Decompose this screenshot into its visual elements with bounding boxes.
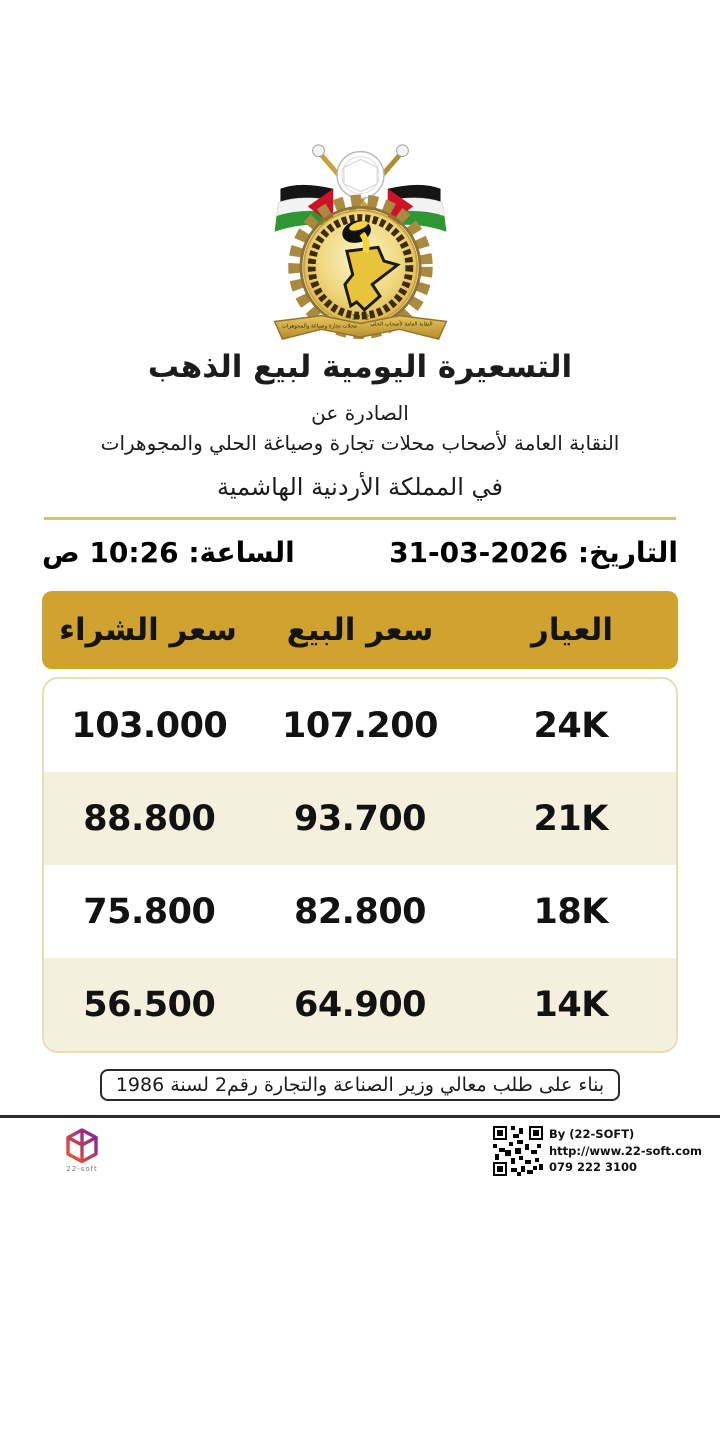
vendor-credit bbox=[493, 1126, 702, 1176]
ministerial-note: بناء على طلب معالي وزير الصناعة والتجارة رقم2 لسنة 1986 bbox=[100, 1069, 620, 1101]
ribbon-text-left: محلات تجارة وصياغة والمجوهرات bbox=[281, 323, 357, 330]
syndicate-emblem-icon bbox=[258, 138, 463, 343]
table-header-row bbox=[42, 591, 678, 669]
table-body bbox=[42, 677, 678, 1053]
table-row bbox=[44, 772, 676, 865]
karat-value: 24K bbox=[533, 705, 608, 746]
time-value: 10:26 ص bbox=[42, 536, 179, 569]
sell-price-value: 107.200 bbox=[282, 705, 438, 746]
buy-price-value: 75.800 bbox=[83, 891, 216, 932]
date-value: 31-03-2026 bbox=[389, 536, 569, 569]
sell-price-value: 82.800 bbox=[293, 891, 427, 932]
time-field bbox=[42, 536, 295, 569]
note-container bbox=[0, 1069, 720, 1101]
vendor-brand-label: 22-soft bbox=[66, 1165, 98, 1173]
column-header-sell-price: سعر البيع bbox=[286, 612, 434, 648]
karat-value: 21K bbox=[533, 798, 608, 839]
date-label: التاريخ: bbox=[577, 536, 678, 569]
syndicate-name-line: النقابة العامة لأصحاب محلات تجارة وصياغة الحلي والمجوهرات bbox=[100, 431, 620, 455]
sell-price-value: 64.900 bbox=[293, 984, 427, 1025]
date-time-row bbox=[0, 536, 720, 569]
qr-code-icon bbox=[493, 1126, 543, 1176]
ornate-sphere-icon bbox=[337, 152, 384, 199]
cube-logo-icon bbox=[65, 1128, 99, 1164]
kingdom-line: في المملكة الأردنية الهاشمية bbox=[216, 473, 504, 501]
vendor-credit-text bbox=[549, 1126, 702, 1176]
time-label: الساعة: bbox=[188, 536, 295, 569]
syndicate-emblem bbox=[255, 138, 465, 343]
column-header-buy-price: سعر الشراء bbox=[59, 612, 237, 648]
gold-divider bbox=[44, 517, 676, 520]
table-row bbox=[44, 958, 676, 1051]
column-header-karat: العيار bbox=[531, 612, 613, 648]
credit-url: http://www.22-soft.com bbox=[548, 1143, 702, 1158]
ribbon-text-right: النقابة العامة لأصحاب الحلي bbox=[369, 321, 433, 328]
date-field bbox=[389, 536, 678, 569]
sell-price-value: 93.700 bbox=[293, 798, 427, 839]
credit-phone: 079 222 3100 bbox=[548, 1160, 638, 1175]
credit-by-line: By (22-SOFT) bbox=[548, 1127, 635, 1141]
table-row bbox=[44, 865, 676, 958]
buy-price-value: 103.000 bbox=[71, 705, 228, 746]
table-row bbox=[44, 679, 676, 772]
buy-price-value: 88.800 bbox=[83, 798, 216, 839]
karat-value: 14K bbox=[533, 984, 608, 1025]
issued-by-line: الصادرة عن bbox=[311, 401, 409, 425]
establishment-year: 1972 bbox=[351, 313, 369, 322]
karat-value: 18K bbox=[533, 891, 608, 932]
gold-price-bulletin bbox=[0, 138, 720, 1438]
page-title: التسعيرة اليومية لبيع الذهب bbox=[147, 349, 573, 385]
footer bbox=[0, 1118, 720, 1176]
gold-price-table bbox=[42, 591, 678, 1053]
vendor-brand bbox=[52, 1128, 112, 1173]
buy-price-value: 56.500 bbox=[83, 984, 216, 1025]
